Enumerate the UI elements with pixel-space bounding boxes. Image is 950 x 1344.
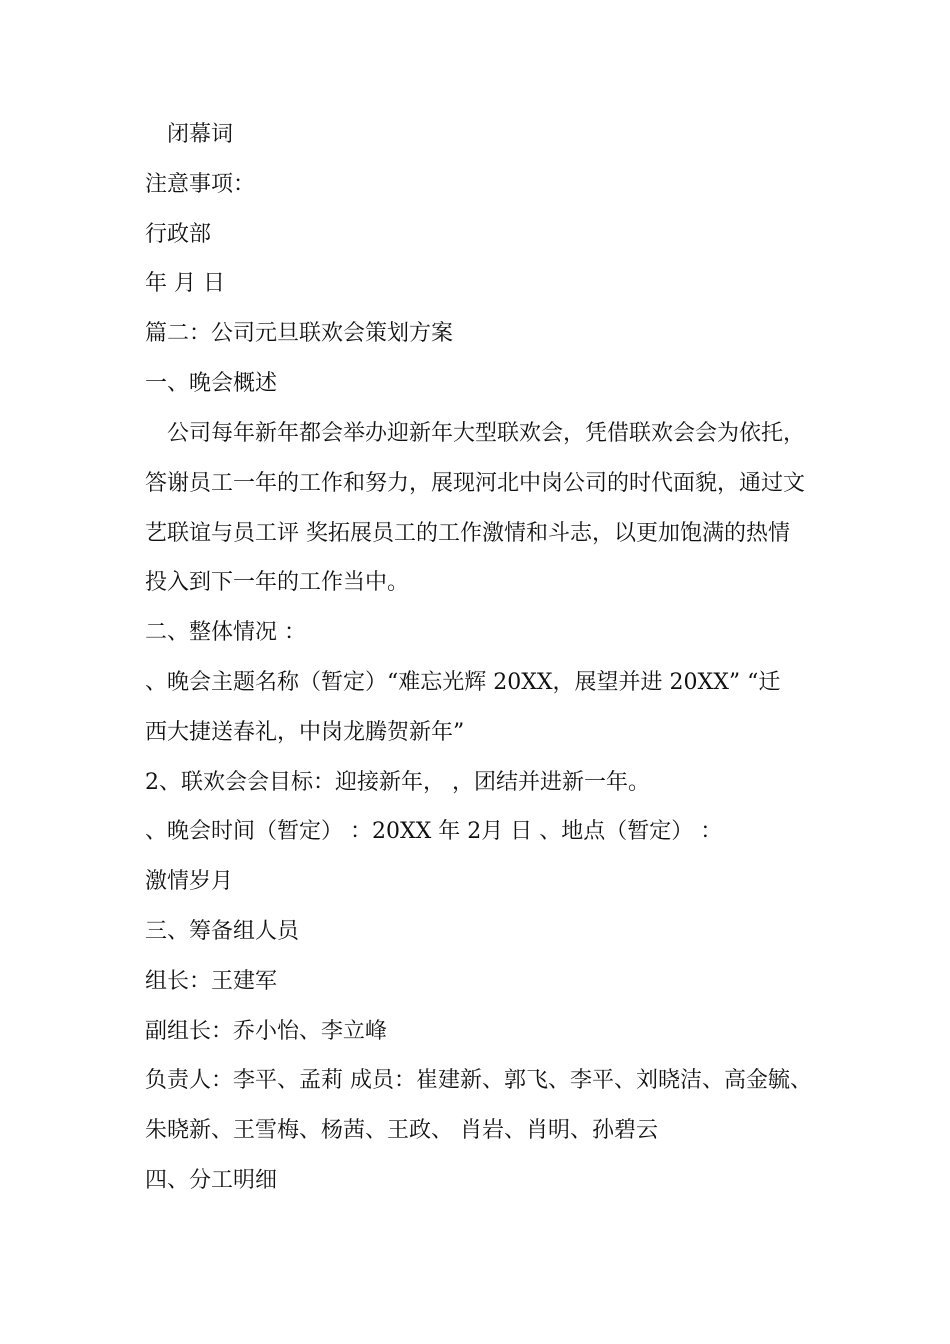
deputy-leader-line: 副组长：乔小怡、李立峰: [145, 1019, 388, 1044]
overview-paragraph-line-3: 艺联谊与员工评 奖拓展员工的工作激情和斗志，以更加饱满的热情: [145, 521, 790, 546]
goal-line: 2、联欢会会目标：迎接新年， ，团结并进新一年。: [145, 770, 650, 795]
overview-paragraph-line-4: 投入到下一年的工作当中。: [145, 570, 410, 595]
part-two-title: 篇二：公司元旦联欢会策划方案: [145, 321, 454, 346]
theme-line-2: 西大捷送春礼，中岗龙腾贺新年”: [145, 720, 465, 745]
theme-line-1: 、晚会主题名称（暂定）“难忘光辉 20XX，展望并进 20XX” “迁: [145, 670, 781, 695]
venue-line: 激情岁月: [145, 869, 234, 894]
notes-heading: 注意事项：: [145, 172, 256, 197]
overview-paragraph-line-2: 答谢员工一年的工作和努力，展现河北中岗公司的时代面貌，通过文: [145, 471, 806, 496]
department-line: 行政部: [145, 222, 212, 247]
section-one-heading: 一、晚会概述: [145, 371, 278, 396]
time-place-line: 、晚会时间（暂定） ：20XX 年 2月 日 、地点（暂定） ：: [145, 819, 723, 844]
members-line-1: 负责人：李平、孟莉 成员：崔建新、郭飞、李平、刘晓洁、高金毓、: [145, 1068, 812, 1093]
members-line-2: 朱晓新、王雪梅、杨茜、王政、 肖岩、肖明、孙碧云: [145, 1118, 658, 1143]
section-two-heading: 二、整体情况 ：: [145, 620, 306, 645]
date-line: 年 月 日: [145, 271, 225, 296]
closing-speech-line: 闭幕词: [145, 122, 234, 147]
section-three-heading: 三、筹备组人员: [145, 919, 300, 944]
section-four-heading: 四、分工明细: [145, 1168, 278, 1193]
leader-line: 组长：王建军: [145, 969, 278, 994]
overview-paragraph-line-1: 公司每年新年都会举办迎新年大型联欢会，凭借联欢会会为依托，: [145, 421, 806, 446]
